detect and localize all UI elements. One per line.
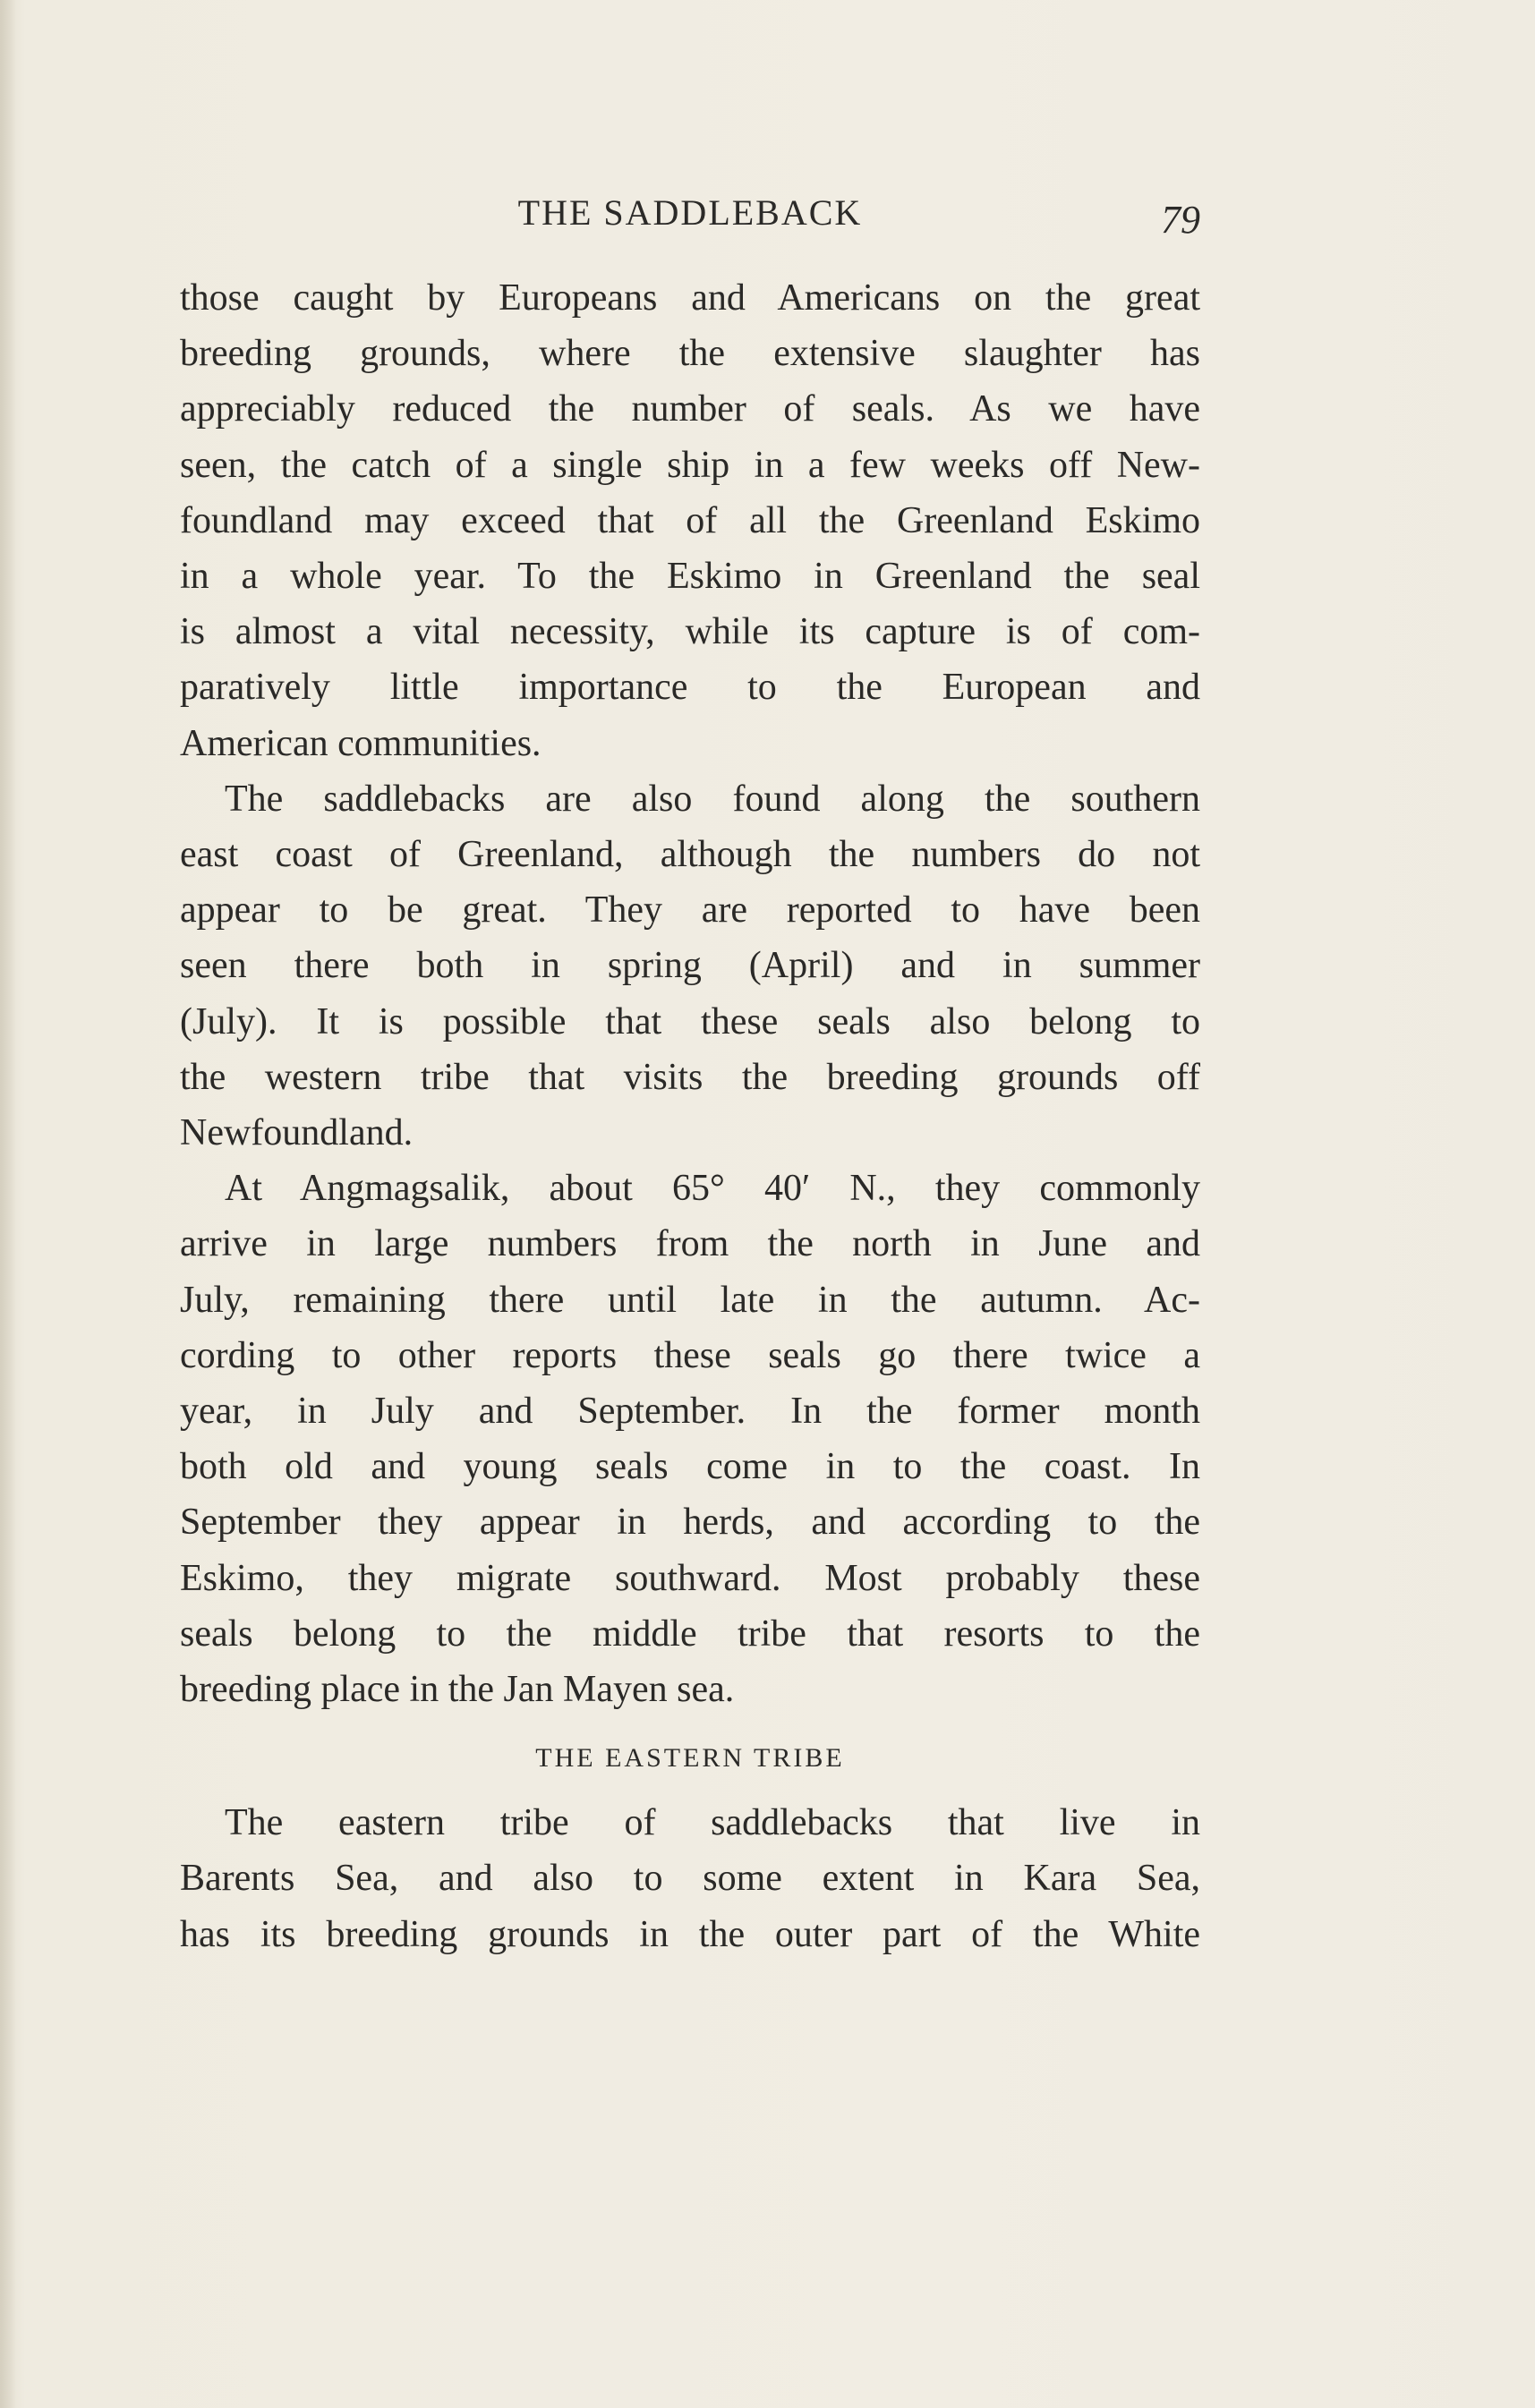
text-line: Barents Sea, and also to some extent in Kara Sea,: [180, 1858, 1200, 1900]
text-line: paratively little importance to the European and: [180, 667, 1200, 709]
text-line: September they appear in herds, and according to the: [180, 1502, 1200, 1544]
text-line: the western tribe that visits the breeding grounds off: [180, 1056, 1200, 1098]
text-line: year, in July and September. In the former month: [180, 1391, 1200, 1433]
text-line: Eskimo, they migrate southward. Most probably these: [180, 1557, 1200, 1599]
text-line: in a whole year. To the Eskimo in Greenland the seal: [180, 556, 1200, 598]
text-line: those caught by Europeans and Americans on the great: [180, 277, 1200, 319]
page-gutter-shadow: [0, 0, 16, 2408]
paragraph: [180, 1161, 1200, 1717]
text-line: breeding place in the Jan Mayen sea.: [180, 1669, 735, 1711]
text-line: July, remaining there until late in the autumn. Ac-: [180, 1279, 1200, 1321]
text-line: Newfoundland.: [180, 1112, 414, 1154]
text-line: The saddlebacks are also found along the southern: [225, 778, 1200, 820]
text-line: At Angmagsalik, about 65° 40′ N., they commonly: [225, 1168, 1200, 1210]
text-line: is almost a vital necessity, while its capture is of com-: [180, 611, 1200, 653]
paragraph: [180, 1795, 1200, 1962]
text-line: cording to other reports these seals go there twice a: [180, 1334, 1200, 1376]
text-line: seen, the catch of a single ship in a few weeks off New-: [180, 444, 1200, 486]
text-line: arrive in large numbers from the north in June and: [180, 1223, 1200, 1265]
text-line: appreciably reduced the number of seals. As we have: [180, 388, 1200, 430]
text-line: appear to be great. They are reported to have been: [180, 889, 1200, 932]
text-line: both old and young seals come in to the coast. In: [180, 1446, 1200, 1488]
text-line: seen there both in spring (April) and in summer: [180, 945, 1200, 987]
running-header: [180, 188, 1200, 242]
text-line: breeding grounds, where the extensive slaughter has: [180, 333, 1200, 375]
page-number: 79: [1161, 198, 1200, 242]
body-text: [180, 270, 1200, 1962]
text-line: foundland may exceed that of all the Greenland Eskimo: [180, 499, 1200, 541]
running-title: THE SADDLEBACK: [517, 192, 863, 233]
text-line: American communities.: [180, 722, 542, 764]
paragraph: [180, 771, 1200, 1161]
text-line: seals belong to the middle tribe that resorts to the: [180, 1612, 1200, 1655]
text-line: east coast of Greenland, although the numbers do not: [180, 834, 1200, 876]
paragraph: [180, 270, 1200, 771]
text-line: has its breeding grounds in the outer part of the White: [180, 1913, 1200, 1955]
text-line: The eastern tribe of saddlebacks that live in: [225, 1802, 1200, 1844]
section-heading: THE EASTERN TRIBE: [535, 1743, 845, 1774]
text-line: (July). It is possible that these seals also belong to: [180, 1000, 1200, 1042]
